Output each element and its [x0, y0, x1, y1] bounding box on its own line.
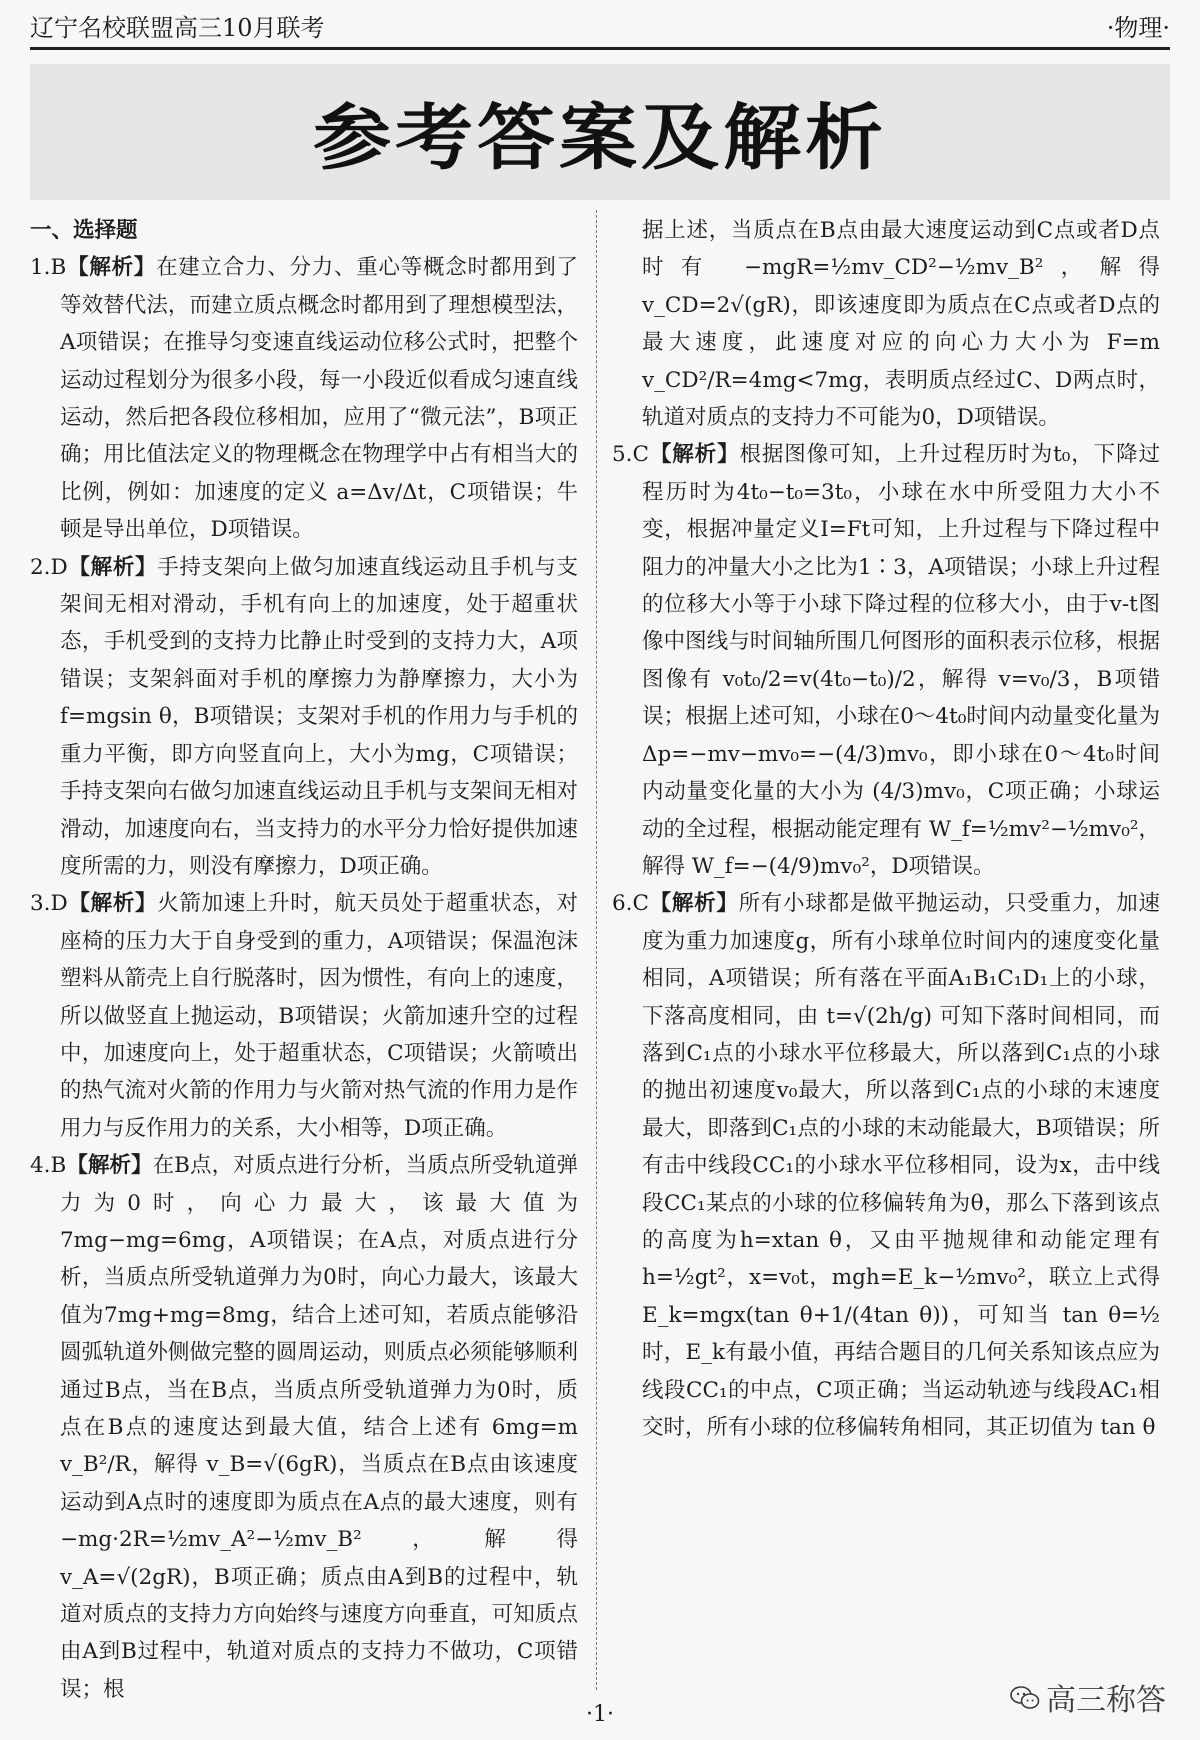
- answer-item: [30, 249, 578, 548]
- answer-number: 4.B: [30, 1153, 67, 1179]
- answer-text: 所有小球都是做平抛运动，只受重力，加速度为重力加速度g，所有小球单位时间内的速度变化量相同，A项错误；所有落在平面A₁B₁C₁D₁上的小球，下落高度相同，由 t=√(2h/g) 可知下落时间相同，而落到C₁点的小球水平位移最大，所以落到C₁点的小球的抛出初速度v₀最大，所以落到C₁点的小球的末速度最大，即落到C₁点的小球的末动能最大，B项错误；所有击中线段CC₁的小球水平位移相同，设为x，击中线段CC₁某点的小球的位移偏转角为θ，那么下落到该点的高度为h=xtan θ，又由平抛规律和动能定理有 h=½gt²，x=v₀t，mgh=E_k−½mv₀²，联立上式得 E_k=mgx(tan θ+1/(4tan θ))，可知当 tan θ=½ 时，E_k有最小值，再结合题目的几何关系知该点应为线段CC₁的中点，C项正确；当运动轨迹与线段AC₁相交时，所有小球的位移偏转角相同，其正切值为 tan θ: [642, 891, 1160, 1440]
- answer-number: 6.C: [612, 891, 649, 917]
- answer-number: 5.C: [612, 442, 649, 468]
- header-exam-name: 辽宁名校联盟高三10月联考: [30, 14, 325, 42]
- answer-number: 3.D: [30, 891, 68, 917]
- answer-item: [30, 549, 578, 886]
- watermark: [1010, 1675, 1166, 1719]
- page-number: ·1·: [586, 1702, 614, 1727]
- analysis-tag: 【解析】: [648, 442, 740, 468]
- section-title: 一、选择题: [30, 218, 138, 243]
- title-band: [30, 64, 1170, 200]
- right-column: [612, 212, 1160, 1682]
- header-subject: ·物理·: [1106, 14, 1170, 42]
- answer-continuation: 据上述，当质点在B点由最大速度运动到C点或者D点时有 −mgR=½mv_CD²−½mv_B²，解得 v_CD=2√(gR)，即该速度即为质点在C点或者D点的最大速度，此速度对应的向心力大小为 F=m v_CD²/R=4mg<7mg，表明质点经过C、D两点时，轨道对质点的支持力不可能为0，D项错误。: [642, 218, 1160, 431]
- answer-text: 手持支架向上做匀加速直线运动且手机与支架间无相对滑动，手机有向上的加速度，处于超重状态，手机受到的支持力比静止时受到的支持力大，A项错误；支架斜面对手机的摩擦力为静摩擦力，大小为f=mgsin θ，B项错误；支架对手机的作用力与手机的重力平衡，即方向竖直向上，大小为mg，C项错误；手持支架向右做匀加速直线运动且手机与支架间无相对滑动，加速度向右，当支持力的水平分力恰好提供加速度所需的力，则没有摩擦力，D项正确。: [60, 554, 578, 879]
- answer-text: 根据图像可知，上升过程历时为t₀，下降过程历时为4t₀−t₀=3t₀，小球在水中所受阻力大小不变，根据冲量定义I=Ft可知，上升过程与下降过程中阻力的冲量大小之比为1∶3，A项错误；小球上升过程的位移大小等于小球下降过程的位移大小，由于v-t图像中图线与时间轴所围几何图形的面积表示位移，根据图像有 v₀t₀/2=v(4t₀−t₀)/2，解得 v=v₀/3，B项错误；根据上述可知，小球在0～4t₀时间内动量变化量为 Δp=−mv−mv₀=−(4/3)mv₀，即小球在0～4t₀时间内动量变化量的大小为 (4/3)mv₀，C项正确；小球运动的全过程，根据动能定理有 W_f=½mv²−½mv₀²，解得 W_f=−(4/9)mv₀²，D项错误。: [642, 442, 1160, 879]
- watermark-text: 高三称答: [1046, 1683, 1166, 1718]
- page-title: 参考答案及解析: [312, 97, 887, 180]
- answer-text: 在建立合力、分力、重心等概念时都用到了等效替代法，而建立质点概念时都用到了理想模型法，A项错误；在推导匀变速直线运动位移公式时，把整个运动过程划分为很多小段，每一小段近似看成匀速直线运动，然后把各段位移相加，应用了“微元法”，B项正确；用比值法定义的物理概念在物理学中占有相当大的比例，例如：加速度的定义 a=Δv/Δt，C项错误；牛顿是导出单位，D项错误。: [60, 255, 578, 543]
- analysis-tag: 【解析】: [648, 891, 739, 917]
- analysis-tag: 【解析】: [66, 1153, 153, 1179]
- analysis-tag: 【解析】: [67, 891, 158, 917]
- column-divider: [596, 210, 597, 1690]
- answer-number: 2.D: [30, 554, 68, 580]
- wechat-icon: [1010, 1684, 1040, 1710]
- analysis-tag: 【解析】: [67, 554, 158, 580]
- answer-item: [30, 1147, 578, 1708]
- left-column: [30, 212, 578, 1702]
- answer-item: [612, 436, 1160, 885]
- page-header: [30, 10, 1170, 50]
- answer-text: 火箭加速上升时，航天员处于超重状态，对座椅的压力大于自身受到的重力，A项错误；保温泡沫塑料从箭壳上自行脱落时，因为惯性，有向上的速度，所以做竖直上抛运动，B项错误；火箭加速升空的过程中，加速度向上，处于超重状态，C项错误；火箭喷出的热气流对火箭的作用力与火箭对热气流的作用力是作用力与反作用力的关系，大小相等，D项正确。: [60, 891, 578, 1141]
- analysis-tag: 【解析】: [66, 255, 157, 281]
- answer-item: [612, 885, 1160, 1446]
- answer-number: 1.B: [30, 255, 67, 281]
- answer-item: [30, 885, 578, 1147]
- answer-text: 在B点，对质点进行分析，当质点所受轨道弹力为0时，向心力最大，该最大值为7mg−mg=6mg，A项错误；在A点，对质点进行分析，当质点所受轨道弹力为0时，向心力最大，该最大值为7mg+mg=8mg，结合上述可知，若质点能够沿圆弧轨道外侧做完整的圆周运动，则质点必须能够顺利通过B点，当在B点，当质点所受轨道弹力为0时，质点在B点的速度达到最大值，结合上述有 6mg=m v_B²/R，解得 v_B=√(6gR)，当质点在B点由该速度运动到A点时的速度即为质点在A点的最大速度，则有 −mg·2R=½mv_A²−½mv_B²，解得 v_A=√(2gR)，B项正确；质点由A到B的过程中，轨道对质点的支持力方向始终与速度方向垂直，可知质点由A到B过程中，轨道对质点的支持力不做功，C项错误；根: [60, 1153, 578, 1702]
